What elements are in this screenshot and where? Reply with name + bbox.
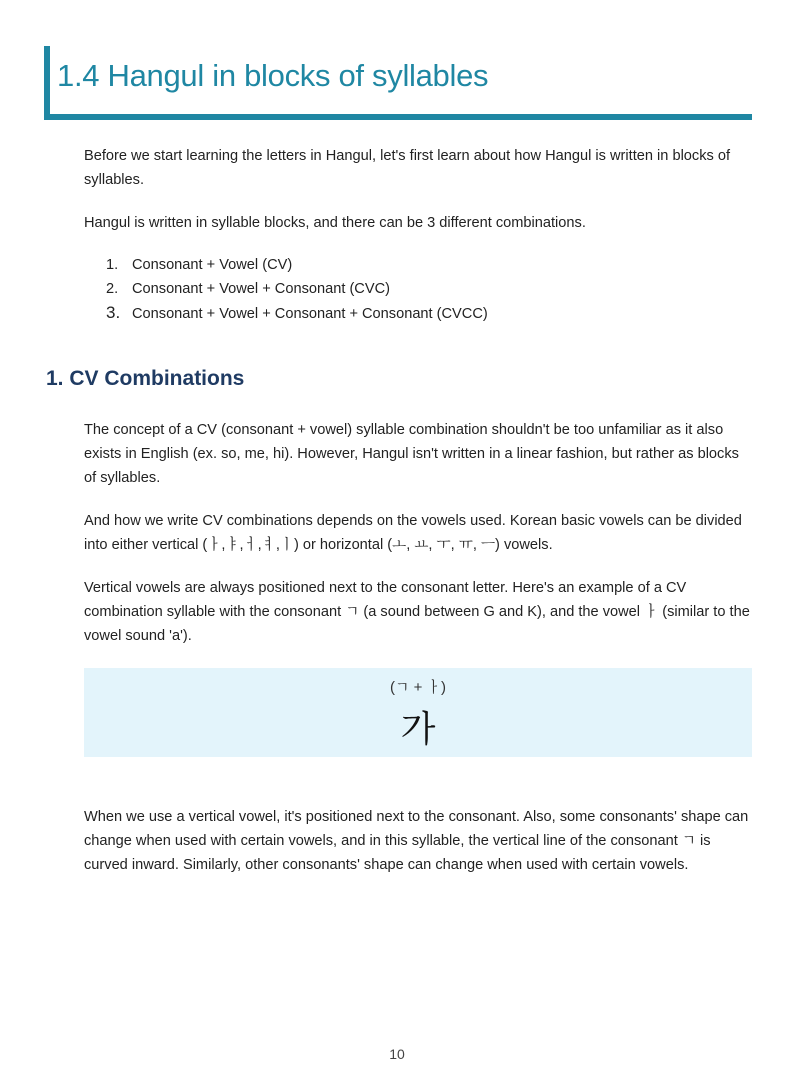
list-item — [106, 277, 488, 301]
section-paragraph-3: Vertical vowels are always positioned next to the consonant letter. Here's an example of a CV combination syllable with the consonant ㄱ (a sound between G and K), and the vowel ㅏ (similar to the vowel sound 'a'). — [84, 580, 750, 644]
title-accent-bar — [44, 46, 50, 120]
list-item — [106, 253, 488, 277]
list-item-text: Consonant + Vowel + Consonant + Consonant (CVCC) — [132, 306, 488, 322]
list-item-number: 3. — [106, 303, 121, 322]
example-formula: (ㄱ + ㅏ) — [389, 679, 447, 696]
list-item-number: 1. — [106, 257, 119, 273]
list-item-number: 2. — [106, 281, 119, 297]
chapter-title: 1.4 Hangul in blocks of syllables — [57, 58, 489, 93]
title-underline — [44, 114, 752, 120]
list-item-text: Consonant + Vowel + Consonant (CVC) — [132, 281, 390, 297]
list-item — [106, 301, 488, 325]
section-paragraph-4: When we use a vertical vowel, it's positioned next to the consonant. Also, some consonants' shape can change when used with certain vowels, and in this syllable, the vertical line of the consonant ㄱ is curved inward. Similarly, other consonants' shape can change when used with certain vowels. — [84, 809, 749, 873]
chapter-title-block — [44, 46, 752, 120]
page-number: 10 — [389, 1046, 405, 1062]
combination-list — [106, 253, 488, 325]
list-item-text: Consonant + Vowel (CV) — [132, 257, 293, 273]
section-paragraph-1: The concept of a CV (consonant + vowel) syllable combination shouldn't be too unfamiliar as it also exists in English (ex. so, me, hi). However, Hangul isn't written in a linear fashion, but rather as blocks of syllables. — [84, 422, 739, 486]
intro-paragraph-1: Before we start learning the letters in Hangul, let's first learn about how Hangul is written in blocks of syllables. — [84, 148, 731, 188]
example-box — [84, 668, 752, 757]
section-heading: 1. CV Combinations — [46, 367, 245, 390]
example-syllable: 가 — [400, 709, 436, 750]
intro-paragraph-2: Hangul is written in syllable blocks, and there can be 3 different combinations. — [84, 215, 586, 231]
section-paragraph-2: And how we write CV combinations depends on the vowels used. Korean basic vowels can be divided into either vertical (ㅏ,ㅑ,ㅓ,ㅕ,ㅣ) or horizontal (ㅗ, ㅛ, ㅜ, ㅠ, ㅡ) vowels. — [84, 513, 742, 553]
